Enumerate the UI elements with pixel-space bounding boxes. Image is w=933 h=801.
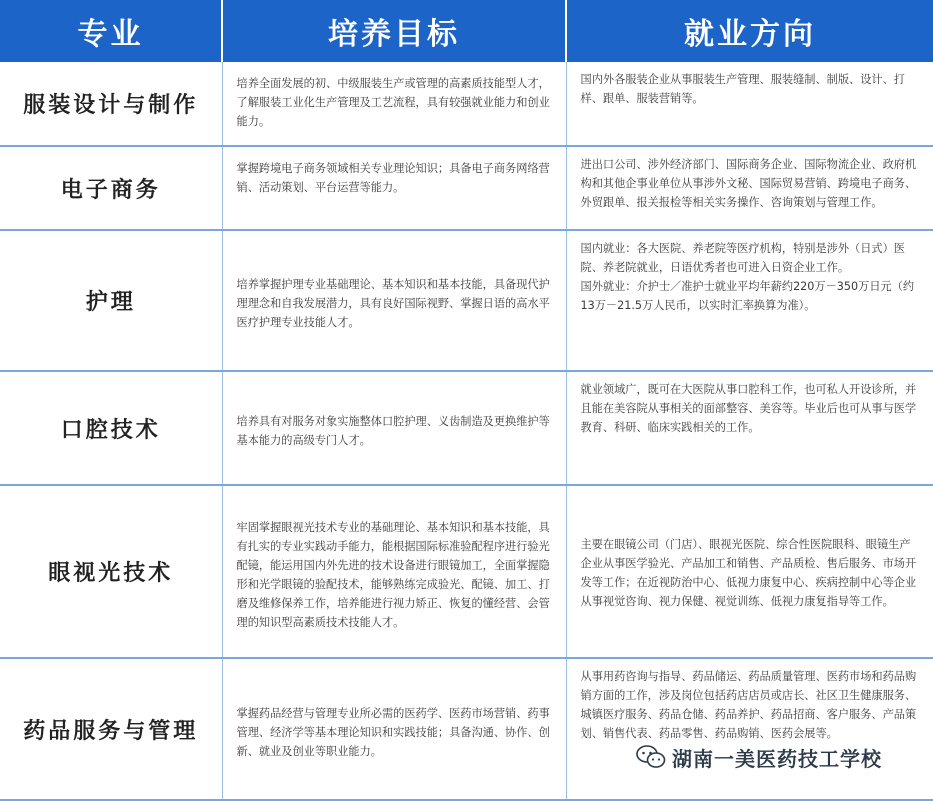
major-name: 电子商务 [0, 146, 222, 230]
career-domestic: 国内就业：各大医院、养老院等医疗机构，特别是涉外（日式）医院、养老院就业，日语优秀者也可进入日资企业工作。 [580, 242, 905, 274]
major-name: 服装设计与制作 [0, 62, 222, 146]
major-name: 眼视光技术 [0, 485, 222, 658]
career-abroad: 国外就业：介护士／准护士就业平均年薪约220万－350万日元（约13万－21.5万人民币，以实时汇率换算为准）。 [580, 280, 915, 312]
table-body [0, 62, 933, 800]
major-name: 护理 [0, 230, 222, 371]
career-direction: 就业领域广，既可在大医院从事口腔科工作，也可私人开设诊所，并且能在美容院从事相关的面部整容、美容等。毕业后也可从事与医学教育、科研、临床实践相关的工作。 [566, 371, 933, 485]
training-goal: 掌握药品经营与管理专业所必需的医药学、医药市场营销、药事管理、经济学等基本理论知识和实践技能；具备沟通、协作、创新、就业及创业等职业能力。 [222, 658, 566, 800]
table-row [0, 146, 933, 230]
watermark-text: 湖南一美医药技工学校 [672, 746, 882, 771]
training-goal: 牢固掌握眼视光技术专业的基础理论、基本知识和基本技能，具有扎实的专业实践动手能力，能根据国际标准验配程序进行验光配镜，能运用国内外先进的技术设备进行眼镜加工，全面掌握隐形和光学眼镜的验配技术，能够熟练完成验光、配镜、加工、打磨及维修保养工作，培养能进行视力矫正、恢复的懂经营、会管理的知识型高素质技术技能人才。 [222, 485, 566, 658]
major-name: 药品服务与管理 [0, 658, 222, 800]
table-row [0, 485, 933, 658]
major-name: 口腔技术 [0, 371, 222, 485]
training-goal: 培养全面发展的初、中级服装生产或管理的高素质技能型人才，了解服装工业化生产管理及工艺流程，具有较强就业能力和创业能力。 [222, 62, 566, 146]
header-career: 就业方向 [566, 0, 933, 62]
career-direction [566, 230, 933, 371]
training-goal: 培养具有对服务对象实施整体口腔护理、义齿制造及更换维护等基本能力的高级专门人才。 [222, 371, 566, 485]
career-direction: 进出口公司、涉外经济部门、国际商务企业、国际物流企业、政府机构和其他企事业单位从事涉外文秘、国际贸易营销、跨境电子商务、外贸跟单、报关报检等相关实务操作、咨询策划与管理工作。 [566, 146, 933, 230]
career-direction: 国内外各服装企业从事服装生产管理、服装缝制、制版、设计、打样、跟单、服装营销等。 [566, 62, 933, 146]
training-goal: 培养掌握护理专业基础理论、基本知识和基本技能，具备现代护理理念和自我发展潜力，具有良好国际视野、掌握日语的高水平医疗护理专业技能人才。 [222, 230, 566, 371]
career-direction: 主要在眼镜公司（门店）、眼视光医院、综合性医院眼科、眼镜生产企业从事医学验光、产品加工和销售、产品质检、售后服务、市场开发等工作；在近视防治中心、低视力康复中心、疾病控制中心等企业从事视觉咨询、视力保健、视觉训练、低视力康复指导等工作。 [566, 485, 933, 658]
account-watermark [636, 742, 882, 772]
table-header [0, 0, 933, 62]
table-row [0, 658, 933, 800]
table-row [0, 371, 933, 485]
table-row [0, 230, 933, 371]
table-row [0, 62, 933, 146]
career-direction: 从事用药咨询与指导、药品储运、药品质量管理、医药市场和药品购销方面的工作，涉及岗位包括药店店员或店长、社区卫生健康服务、城镇医疗服务、药品仓储、药品养护、药品招商、客户服务、产品策划、销售代表、药品零售、药品购销、医药会展等。 [566, 658, 933, 800]
wechat-icon [636, 744, 666, 770]
header-major: 专业 [0, 0, 222, 62]
header-goal: 培养目标 [222, 0, 566, 62]
header-row [0, 0, 933, 62]
training-goal: 掌握跨境电子商务领域相关专业理论知识；具备电子商务网络营销、活动策划、平台运营等能力。 [222, 146, 566, 230]
